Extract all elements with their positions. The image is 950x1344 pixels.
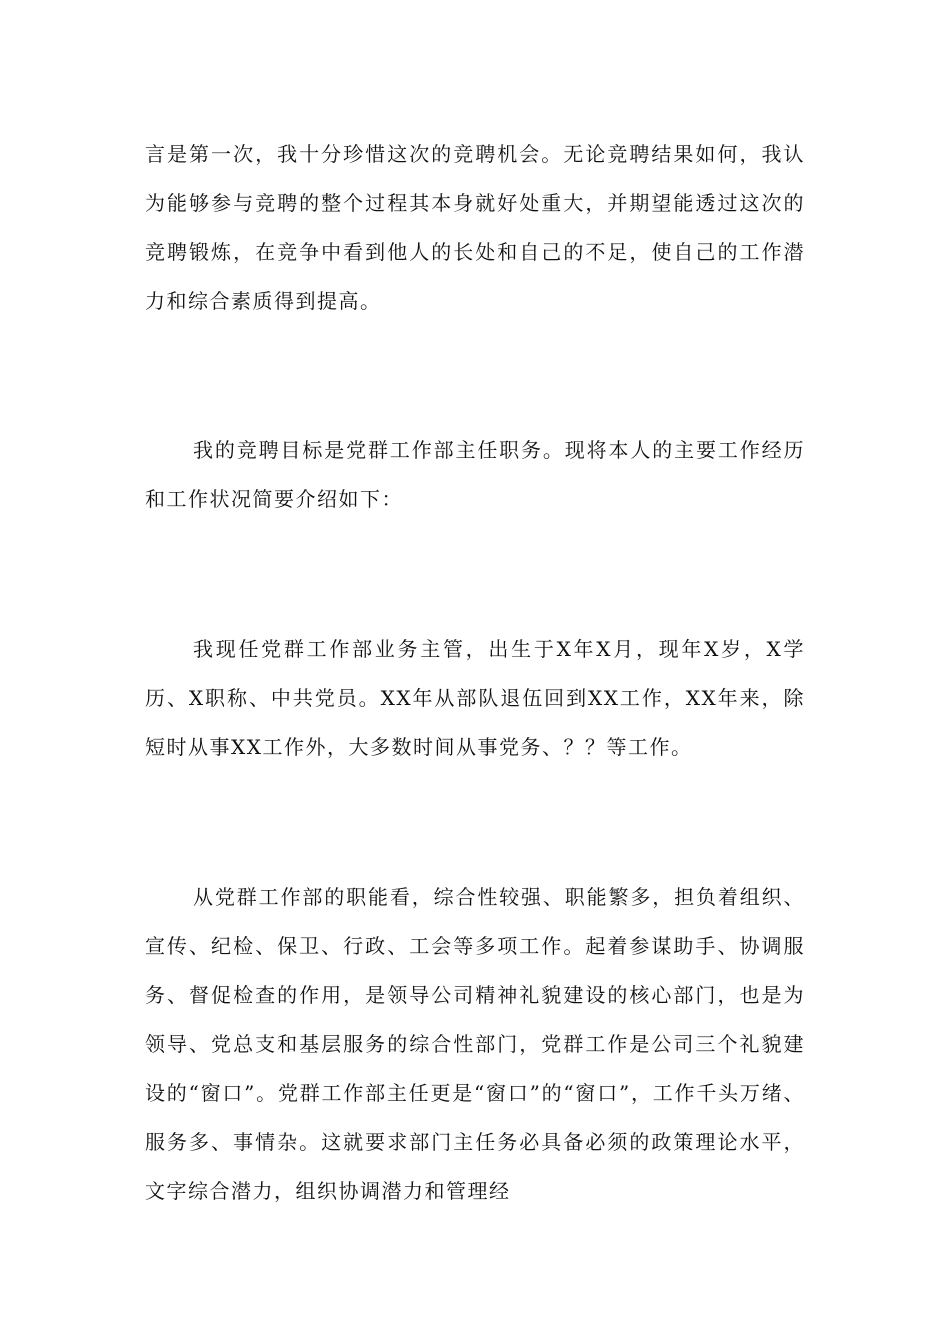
paragraph-continuation: 言是第一次，我十分珍惜这次的竞聘机会。无论竞聘结果如何，我认为能够参与竞聘的整个过程其本身就好处重大，并期望能透过这次的竞聘锻炼，在竞争中看到他人的长处和自己的不足，使自己的工作潜力和综合素质得到提高。 [145,142,805,313]
paragraph-target-position: 我的竞聘目标是党群工作部主任职务。现将本人的主要工作经历和工作状况简要介绍如下： [145,438,805,511]
paragraph-personal-background: 我现任党群工作部业务主管，出生于X年X月，现年X岁，X学历、X职称、中共党员。XX年从部队退伍回到XX工作，XX年来，除短时从事XX工作外，大多数时间从事党务、？？等工作。 [145,637,805,759]
paragraph-department-functions: 从党群工作部的职能看，综合性较强、职能繁多，担负着组织、宣传、纪检、保卫、行政、工会等多项工作。起着参谋助手、协调服务、督促检查的作用，是领导公司精神礼貌建设的核心部门，也是为领导、党总支和基层服务的综合性部门，党群工作是公司三个礼貌建设的“窗口”。党群工作部主任更是“窗口”的“窗口”，工作千头万绪、服务多、事情杂。这就要求部门主任务必具备必须的政策理论水平，文字综合潜力，组织协调潜力和管理经 [145,885,805,1203]
